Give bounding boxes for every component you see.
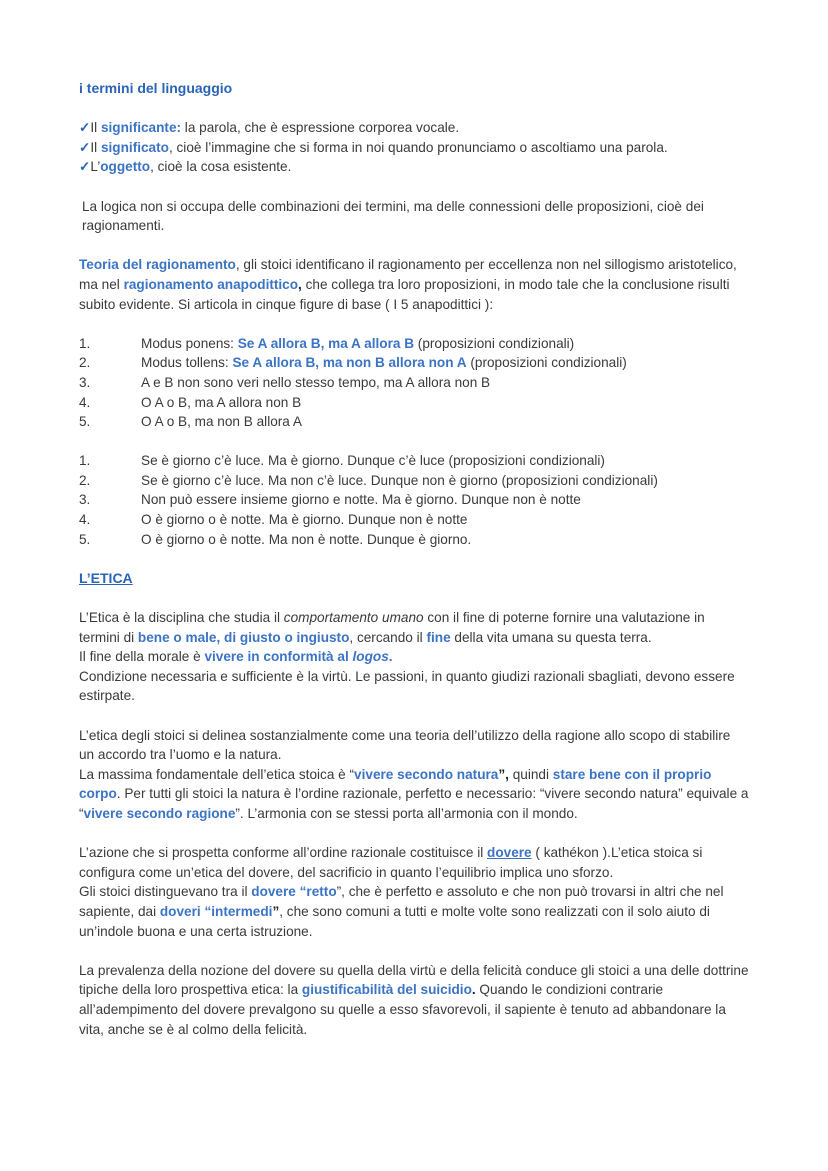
check-icon: ✓ [79, 139, 91, 155]
list-item: 5. O è giorno o è notte. Ma non è notte. Dunque è giorno. [79, 531, 472, 547]
term-item: ✓Il significante: la parola, che è espressione corporea vocale. [79, 120, 460, 136]
logic-intro: La logica non si occupa delle combinazioni dei termini, ma delle connessioni delle proposizioni, cioè dei ragionamenti. [82, 198, 704, 234]
theory-paragraph: Teoria del ragionamento, gli stoici identificano il ragionamento per eccellenza non nel sillogismo aristotelico, ma nel ragionamento anapodittico, che collega tra loro proposizioni, in modo tale che la conclusione risulti subito evidente. Si articola in cinque figure di base ( I 5 anapodittici ): [79, 257, 737, 312]
list-item: 2. Se è giorno c’è luce. Ma non c’è luce. Dunque non è giorno (proposizioni condizionali) [79, 472, 658, 488]
list-item: 1. Se è giorno c’è luce. Ma è giorno. Dunque c’è luce (proposizioni condizionali) [79, 453, 605, 469]
term-item: ✓L’oggetto, cioè la cosa esistente. [79, 159, 292, 175]
etica-paragraph-3b: Gli stoici distinguevano tra il dovere “retto”, che è perfetto e assoluto e che non può trovarsi in altri che nel sapiente, dai doveri “intermedi”, che sono comuni a tutti e molte volte sono realizzati con il solo aiuto di un’indole buona e una certa istruzione. [79, 884, 724, 939]
term-item: ✓Il significato, cioè l’immagine che si forma in noi quando pronunciamo o ascoltiamo una parola. [79, 139, 668, 155]
list-item: 2. Modus tollens: Se A allora B, ma non B allora non A (proposizioni condizionali) [79, 355, 627, 371]
etica-paragraph-1: L’Etica è la disciplina che studia il comportamento umano con il fine di poterne fornire una valutazione in termini di bene o male, di giusto o ingiusto, cercando il fine della vita umana su questa terra. [79, 610, 705, 645]
examples-list [79, 451, 749, 549]
check-icon: ✓ [79, 120, 91, 136]
heading-etica: L’ETICA [79, 569, 133, 586]
list-item: 4. O A o B, ma A allora non B [79, 394, 302, 410]
check-icon: ✓ [79, 159, 91, 175]
list-item: 4. O è giorno o è notte. Ma è giorno. Dunque non è notte [79, 512, 468, 528]
list-item: 5. O A o B, ma non B allora A [79, 414, 302, 430]
etica-line-3: Condizione necessaria e sufficiente è la virtù. Le passioni, in quanto giudizi razionali sbagliati, devono essere estirpate. [79, 668, 735, 704]
list-item: 3. A e B non sono veri nello stesso tempo, ma A allora non B [79, 374, 491, 390]
list-item: 1. Modus ponens: Se A allora B, ma A allora B (proposizioni condizionali) [79, 335, 575, 351]
terms-list [79, 118, 749, 177]
list-item: 3. Non può essere insieme giorno e notte. Ma è giorno. Dunque non è notte [79, 492, 581, 508]
etica-line-2: Il fine della morale è vivere in conformità al logos. [79, 649, 393, 665]
etica-paragraph-2: L’etica degli stoici si delinea sostanzialmente come una teoria dell’utilizzo della ragione allo scopo di stabilire un accordo tra l’uomo e la natura. [79, 727, 731, 763]
figures-list [79, 334, 749, 432]
etica-paragraph-3: L’azione che si prospetta conforme all’ordine razionale costituisce il dovere ( kathékon ).L’etica stoica si configura come un’etica del dovere, del sacrificio in quanto l’equilibrio implica uno sforzo. [79, 845, 703, 880]
etica-paragraph-4: La prevalenza della nozione del dovere su quella della virtù e della felicità conduce gli stoici a una delle dottrine tipiche della loro prospettiva etica: la giustificabilità del suicidio. Quando le condizioni contrarie all’adempimento del dovere prevalgono su quelle a esso sfavorevoli, il sapiente è tenuto ad abbandonare la vita, anche se è al colmo della felicità. [79, 962, 749, 1037]
heading-terms: i termini del linguaggio [79, 80, 233, 96]
etica-paragraph-2b: La massima fondamentale dell’etica stoica è “vivere secondo natura”, quindi stare bene con il proprio corpo. Per tutti gli stoici la natura è l’ordine razionale, perfetto e necessario: “vivere secondo natura” equivale a “vivere secondo ragione”. L’armonia con se stessi porta all’armonia con il mondo. [79, 766, 749, 821]
document-content [79, 79, 749, 1039]
